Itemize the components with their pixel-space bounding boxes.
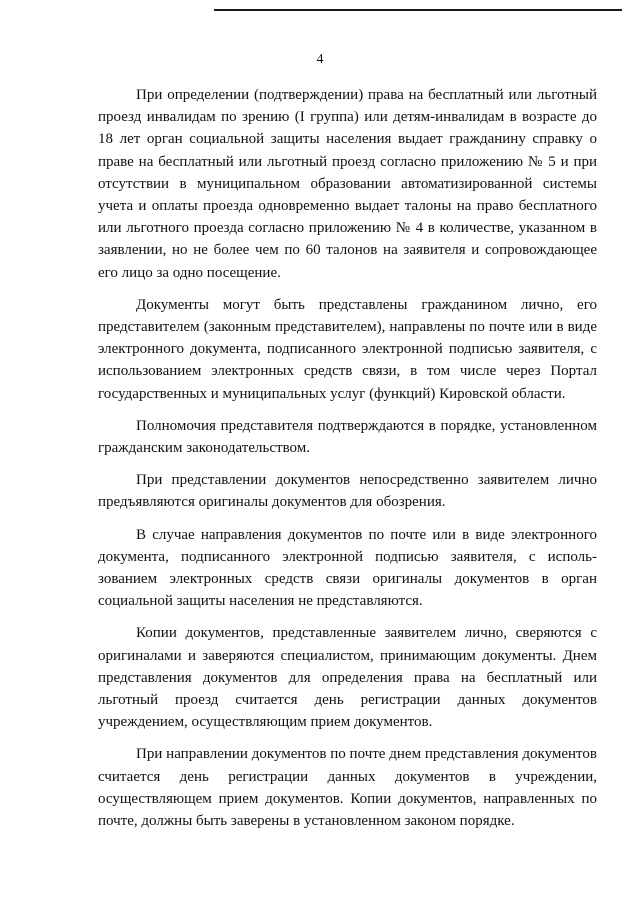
paragraph-document-submission: Документы могут быть представлены гражданином лично, его представителем (законным представителем), направлены по почте или в виде электронного документа, подписанного электронной подписью заявителя, с использованием электронных средств связи, в том числе через Портал государственных и муниципальных услуг (функций) Кировской области. bbox=[98, 296, 597, 402]
paragraph-representative-authority: Полномочия представителя подтверждаются в порядке, установленном гражданским законодательством. bbox=[98, 417, 597, 457]
document-body bbox=[98, 84, 597, 842]
paragraph-postal-electronic-submission: В случае направления документов по почте или в виде электронного документа, подписанного электронной подписью заявителя, с исполь-зованием электронных средств связи оригиналы документов в орган социальной защиты населения не представляются. bbox=[98, 526, 597, 610]
page-number: 4 bbox=[316, 52, 324, 67]
paragraph-copies-verification: Копии документов, представленные заявителем лично, сверяются с оригиналами и заверяются специалистом, принимающим документы. Днем представления документов для определения права на бесплатный или льготный проезд считается день регистрации данных документов учреждением, осуществляющим прием документов. bbox=[98, 625, 597, 731]
header-rule bbox=[214, 9, 622, 11]
paragraph-postal-registration-date: При направлении документов по почте днем представления документов считается день регистрации данных документов в учреждении, осуществляющем прием документов. Копии документов, направленных по почте, должны быть заверены в установленном законом порядке. bbox=[98, 746, 597, 830]
paragraph-travel-certificate: При определении (подтверждении) права на бесплатный или льготный проезд инвалидам по зрению (I группа) или детям-инвалидам в возрасте до 18 лет орган социальной защиты населения выдает гражданину справку о праве на бесплатный или льготный проезд согласно приложению № 5 и при отсутствии в муниципальном образовании автоматизированной системы учета и оплаты проезда одновременно выдает талоны на право бесплатного или льготного проезда согласно приложению № 4 в количестве, указанном в заявлении, но не более чем по 60 талонов на заявителя и сопровождающее его лицо за одно посещение. bbox=[98, 87, 597, 281]
paragraph-originals-presented: При представлении документов непосредственно заявителем лично предъявляются оригиналы документов для обозрения. bbox=[98, 472, 597, 511]
